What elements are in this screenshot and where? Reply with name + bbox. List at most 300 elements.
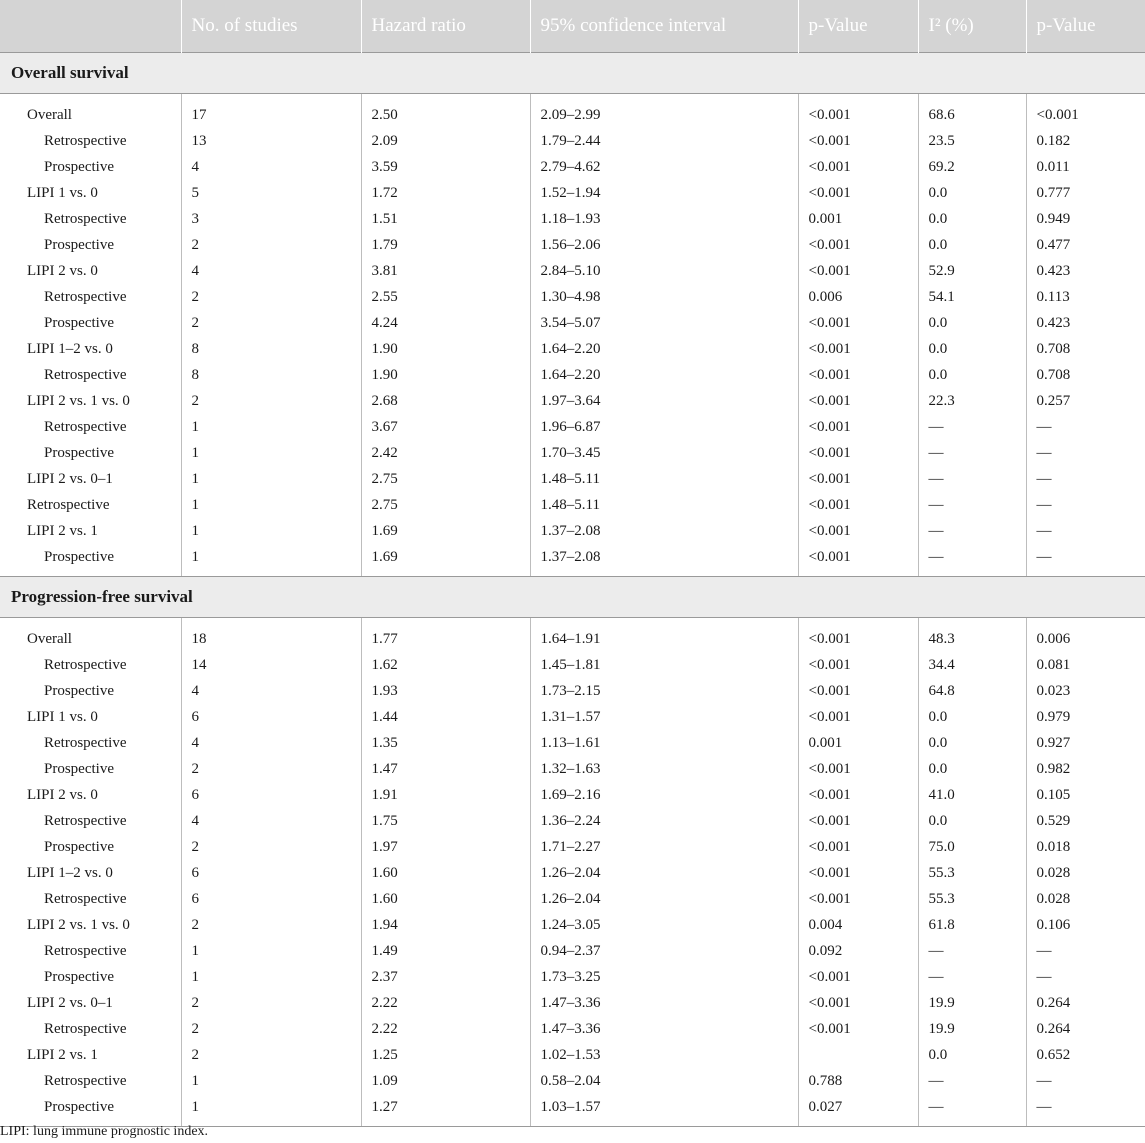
cell-p-value: <0.001: [798, 1016, 918, 1042]
row-label: LIPI 1 vs. 0: [0, 180, 181, 206]
cell-hazard-ratio: 2.22: [361, 990, 530, 1016]
cell-i-squared: 68.6: [918, 102, 1026, 128]
cell-hazard-ratio: 1.90: [361, 336, 530, 362]
cell-confidence-interval: 1.69–2.16: [530, 782, 798, 808]
cell-no-of-studies: 1: [181, 964, 361, 990]
cell-i-squared: —: [918, 440, 1026, 466]
cell-no-of-studies: 1: [181, 1068, 361, 1094]
row-label: Retrospective: [0, 938, 181, 964]
cell-hazard-ratio: 2.42: [361, 440, 530, 466]
row-label: Retrospective: [0, 886, 181, 912]
cell-p-value: <0.001: [798, 860, 918, 886]
row-label: LIPI 2 vs. 0–1: [0, 990, 181, 1016]
cell-confidence-interval: 1.30–4.98: [530, 284, 798, 310]
cell-i-squared: 55.3: [918, 860, 1026, 886]
cell-no-of-studies: 3: [181, 206, 361, 232]
cell-confidence-interval: 1.56–2.06: [530, 232, 798, 258]
header-blank: [0, 0, 181, 53]
row-label: Retrospective: [0, 492, 181, 518]
table-row: [0, 938, 1145, 964]
row-label: Prospective: [0, 834, 181, 860]
spacer-cell: [918, 618, 1026, 627]
spacer-cell: [798, 618, 918, 627]
cell-i-squared: —: [918, 518, 1026, 544]
row-label: Prospective: [0, 310, 181, 336]
cell-heterogeneity-p-value: 0.106: [1036, 916, 1071, 933]
table-row: [0, 414, 1145, 440]
cell-hazard-ratio: 1.97: [361, 834, 530, 860]
cell-confidence-interval: 1.02–1.53: [530, 1042, 798, 1068]
cell-no-of-studies: 2: [181, 1016, 361, 1042]
row-label: Prospective: [0, 154, 181, 180]
cell-i-squared: —: [918, 544, 1026, 570]
cell-i-squared: —: [918, 466, 1026, 492]
cell-no-of-studies: 6: [181, 886, 361, 912]
cell-i-squared: —: [918, 964, 1026, 990]
cell-p-value: <0.001: [798, 310, 918, 336]
cell-confidence-interval: 3.54–5.07: [530, 310, 798, 336]
cell-no-of-studies: 1: [181, 466, 361, 492]
cell-p-value: <0.001: [798, 544, 918, 570]
cell-p-value: <0.001: [798, 964, 918, 990]
cell-confidence-interval: 2.84–5.10: [530, 258, 798, 284]
cell-p-value: 0.001: [798, 206, 918, 232]
cell-heterogeneity-p-value: —: [1036, 968, 1052, 985]
table-row: [0, 782, 1145, 808]
cell-p-value: <0.001: [798, 652, 918, 678]
cell-i-squared: —: [918, 1094, 1026, 1120]
cell-no-of-studies: 4: [181, 258, 361, 284]
cell-no-of-studies: 6: [181, 782, 361, 808]
cell-hazard-ratio: 1.62: [361, 652, 530, 678]
table-row: [0, 626, 1145, 652]
cell-i-squared: 55.3: [918, 886, 1026, 912]
table-row: [0, 388, 1145, 414]
cell-heterogeneity-p-value: 0.105: [1036, 786, 1071, 803]
row-label: Prospective: [0, 964, 181, 990]
cell-hazard-ratio: 2.37: [361, 964, 530, 990]
cell-confidence-interval: 1.48–5.11: [530, 492, 798, 518]
cell-i-squared: 22.3: [918, 388, 1026, 414]
row-label: LIPI 2 vs. 0: [0, 258, 181, 284]
cell-heterogeneity-p-value: 0.529: [1036, 812, 1071, 829]
cell-heterogeneity-p-value: 0.927: [1036, 734, 1071, 751]
cell-no-of-studies: 4: [181, 678, 361, 704]
row-label: Retrospective: [0, 1016, 181, 1042]
cell-no-of-studies: 8: [181, 362, 361, 388]
cell-heterogeneity-p-value: 0.708: [1036, 366, 1071, 383]
cell-hazard-ratio: 1.72: [361, 180, 530, 206]
cell-heterogeneity-p-value: <0.001: [1036, 106, 1079, 123]
section-header-row: [0, 53, 1145, 94]
cell-heterogeneity-p-value: 0.949: [1036, 210, 1071, 227]
cell-confidence-interval: 0.58–2.04: [530, 1068, 798, 1094]
cell-heterogeneity-p-value: —: [1036, 418, 1052, 435]
cell-confidence-interval: 1.24–3.05: [530, 912, 798, 938]
table-footnote: LIPI: lung immune prognostic index.: [0, 1124, 209, 1139]
cell-hazard-ratio: 1.44: [361, 704, 530, 730]
cell-confidence-interval: 1.45–1.81: [530, 652, 798, 678]
table-row: [0, 1068, 1145, 1094]
cell-hazard-ratio: 4.24: [361, 310, 530, 336]
table-row: [0, 678, 1145, 704]
cell-i-squared: 41.0: [918, 782, 1026, 808]
table-row: [0, 284, 1145, 310]
cell-hazard-ratio: 2.55: [361, 284, 530, 310]
cell-confidence-interval: 2.79–4.62: [530, 154, 798, 180]
cell-i-squared: 54.1: [918, 284, 1026, 310]
cell-p-value: 0.027: [798, 1094, 918, 1120]
cell-confidence-interval: 1.47–3.36: [530, 990, 798, 1016]
row-label: Prospective: [0, 232, 181, 258]
cell-hazard-ratio: 1.79: [361, 232, 530, 258]
cell-i-squared: 61.8: [918, 912, 1026, 938]
cell-hazard-ratio: 1.27: [361, 1094, 530, 1120]
row-label: Retrospective: [0, 414, 181, 440]
cell-hazard-ratio: 1.09: [361, 1068, 530, 1094]
cell-confidence-interval: 1.37–2.08: [530, 518, 798, 544]
cell-i-squared: 19.9: [918, 1016, 1026, 1042]
spacer-cell: [0, 618, 181, 627]
cell-confidence-interval: 2.09–2.99: [530, 102, 798, 128]
cell-i-squared: 0.0: [918, 704, 1026, 730]
cell-heterogeneity-p-value: 0.018: [1036, 838, 1071, 855]
cell-confidence-interval: 1.26–2.04: [530, 886, 798, 912]
cell-i-squared: 23.5: [918, 128, 1026, 154]
table-row: [0, 466, 1145, 492]
cell-confidence-interval: 1.13–1.61: [530, 730, 798, 756]
table-row: [0, 834, 1145, 860]
cell-confidence-interval: 1.47–3.36: [530, 1016, 798, 1042]
cell-heterogeneity-p-value: —: [1036, 548, 1052, 565]
cell-p-value: <0.001: [798, 414, 918, 440]
cell-heterogeneity-p-value: 0.113: [1036, 288, 1070, 305]
spacer-cell: [530, 618, 798, 627]
table-row: [0, 518, 1145, 544]
row-label: Overall: [0, 626, 181, 652]
cell-no-of-studies: 4: [181, 808, 361, 834]
cell-confidence-interval: 1.32–1.63: [530, 756, 798, 782]
cell-confidence-interval: 1.31–1.57: [530, 704, 798, 730]
cell-p-value: <0.001: [798, 756, 918, 782]
table-row: [0, 1094, 1145, 1120]
cell-no-of-studies: 4: [181, 730, 361, 756]
row-label: Retrospective: [0, 1068, 181, 1094]
cell-no-of-studies: 2: [181, 912, 361, 938]
cell-hazard-ratio: 1.75: [361, 808, 530, 834]
table-row: [0, 730, 1145, 756]
spacer-cell: [530, 1120, 798, 1127]
table-row: [0, 492, 1145, 518]
table-row: [0, 1016, 1145, 1042]
cell-p-value: <0.001: [798, 518, 918, 544]
table-row: [0, 808, 1145, 834]
row-label: LIPI 1 vs. 0: [0, 704, 181, 730]
table-row: [0, 704, 1145, 730]
cell-hazard-ratio: 1.51: [361, 206, 530, 232]
spacer-cell: [181, 94, 361, 103]
row-label: Overall: [0, 102, 181, 128]
row-label: LIPI 2 vs. 1 vs. 0: [0, 388, 181, 414]
cell-p-value: 0.092: [798, 938, 918, 964]
table-row: [0, 102, 1145, 128]
cell-heterogeneity-p-value: 0.006: [1036, 630, 1071, 647]
cell-no-of-studies: 1: [181, 1094, 361, 1120]
cell-heterogeneity-p-value: 0.264: [1036, 1020, 1071, 1037]
cell-i-squared: —: [918, 1068, 1026, 1094]
cell-hazard-ratio: 2.75: [361, 466, 530, 492]
header-p-value: p-Value: [798, 0, 918, 53]
cell-no-of-studies: 5: [181, 180, 361, 206]
spacer-cell: [798, 1120, 918, 1127]
cell-no-of-studies: 1: [181, 938, 361, 964]
row-label: LIPI 1–2 vs. 0: [0, 336, 181, 362]
cell-p-value: <0.001: [798, 362, 918, 388]
row-label: LIPI 2 vs. 0–1: [0, 466, 181, 492]
cell-no-of-studies: 2: [181, 834, 361, 860]
cell-confidence-interval: 1.64–2.20: [530, 362, 798, 388]
cell-heterogeneity-p-value: —: [1036, 1098, 1052, 1115]
table-row: [0, 886, 1145, 912]
cell-p-value: <0.001: [798, 808, 918, 834]
cell-no-of-studies: 1: [181, 414, 361, 440]
spacer-cell: [0, 94, 181, 103]
cell-no-of-studies: 1: [181, 492, 361, 518]
cell-p-value: <0.001: [798, 678, 918, 704]
cell-hazard-ratio: 1.90: [361, 362, 530, 388]
cell-hazard-ratio: 1.60: [361, 860, 530, 886]
cell-confidence-interval: 1.96–6.87: [530, 414, 798, 440]
row-label: LIPI 2 vs. 1: [0, 1042, 181, 1068]
cell-heterogeneity-p-value: 0.023: [1036, 682, 1071, 699]
cell-i-squared: 0.0: [918, 756, 1026, 782]
cell-confidence-interval: 1.70–3.45: [530, 440, 798, 466]
cell-confidence-interval: 1.79–2.44: [530, 128, 798, 154]
cell-no-of-studies: 2: [181, 232, 361, 258]
cell-heterogeneity-p-value: 0.011: [1036, 158, 1070, 175]
spacer-cell: [361, 618, 530, 627]
table-row: [0, 912, 1145, 938]
row-label: Prospective: [0, 678, 181, 704]
cell-no-of-studies: 2: [181, 388, 361, 414]
cell-i-squared: —: [918, 938, 1026, 964]
cell-confidence-interval: 1.73–3.25: [530, 964, 798, 990]
cell-p-value: <0.001: [798, 834, 918, 860]
cell-heterogeneity-p-value: —: [1036, 1072, 1052, 1089]
row-label: Retrospective: [0, 730, 181, 756]
row-label: Retrospective: [0, 652, 181, 678]
cell-heterogeneity-p-value: 0.264: [1036, 994, 1071, 1011]
row-label: Prospective: [0, 544, 181, 570]
cell-i-squared: 0.0: [918, 206, 1026, 232]
cell-heterogeneity-p-value: 0.028: [1036, 864, 1071, 881]
cell-hazard-ratio: 1.35: [361, 730, 530, 756]
section-title: Progression-free survival: [0, 577, 1145, 618]
cell-no-of-studies: 2: [181, 990, 361, 1016]
row-label: LIPI 1–2 vs. 0: [0, 860, 181, 886]
table-body: [0, 53, 1145, 1127]
cell-confidence-interval: 1.48–5.11: [530, 466, 798, 492]
cell-i-squared: 0.0: [918, 232, 1026, 258]
cell-i-squared: 75.0: [918, 834, 1026, 860]
row-label: Retrospective: [0, 128, 181, 154]
cell-i-squared: 0.0: [918, 808, 1026, 834]
cell-heterogeneity-p-value: 0.708: [1036, 340, 1071, 357]
cell-heterogeneity-p-value: 0.182: [1036, 132, 1071, 149]
cell-i-squared: 48.3: [918, 626, 1026, 652]
cell-hazard-ratio: 2.68: [361, 388, 530, 414]
cell-confidence-interval: 1.37–2.08: [530, 544, 798, 570]
cell-hazard-ratio: 1.60: [361, 886, 530, 912]
table-row: [0, 232, 1145, 258]
cell-no-of-studies: 6: [181, 860, 361, 886]
cell-no-of-studies: 2: [181, 1042, 361, 1068]
row-label: Prospective: [0, 1094, 181, 1120]
spacer-cell: [918, 94, 1026, 103]
section-spacer: [0, 618, 1145, 627]
cell-p-value: 0.004: [798, 912, 918, 938]
cell-heterogeneity-p-value: —: [1036, 470, 1052, 487]
section-spacer: [0, 94, 1145, 103]
cell-heterogeneity-p-value: 0.081: [1036, 656, 1071, 673]
cell-hazard-ratio: 1.94: [361, 912, 530, 938]
cell-heterogeneity-p-value: 0.652: [1036, 1046, 1071, 1063]
cell-no-of-studies: 14: [181, 652, 361, 678]
row-label: Retrospective: [0, 362, 181, 388]
cell-heterogeneity-p-value: 0.982: [1036, 760, 1071, 777]
cell-p-value: <0.001: [798, 154, 918, 180]
cell-heterogeneity-p-value: —: [1036, 496, 1052, 513]
cell-p-value: <0.001: [798, 440, 918, 466]
cell-p-value: <0.001: [798, 388, 918, 414]
cell-no-of-studies: 1: [181, 544, 361, 570]
table-row: [0, 128, 1145, 154]
cell-i-squared: 64.8: [918, 678, 1026, 704]
cell-no-of-studies: 1: [181, 440, 361, 466]
cell-hazard-ratio: 1.77: [361, 626, 530, 652]
cell-p-value: <0.001: [798, 990, 918, 1016]
cell-p-value: <0.001: [798, 232, 918, 258]
cell-hazard-ratio: 3.59: [361, 154, 530, 180]
cell-hazard-ratio: 2.75: [361, 492, 530, 518]
cell-p-value: <0.001: [798, 102, 918, 128]
cell-i-squared: —: [918, 414, 1026, 440]
table-row: [0, 964, 1145, 990]
cell-hazard-ratio: 1.91: [361, 782, 530, 808]
spacer-cell: [361, 94, 530, 103]
cell-confidence-interval: 1.03–1.57: [530, 1094, 798, 1120]
cell-no-of-studies: 17: [181, 102, 361, 128]
cell-p-value: <0.001: [798, 704, 918, 730]
cell-heterogeneity-p-value: 0.423: [1036, 314, 1071, 331]
cell-hazard-ratio: 1.47: [361, 756, 530, 782]
cell-p-value: <0.001: [798, 492, 918, 518]
row-label: LIPI 2 vs. 1 vs. 0: [0, 912, 181, 938]
cell-hazard-ratio: 1.69: [361, 518, 530, 544]
cell-i-squared: 0.0: [918, 1042, 1026, 1068]
header-confidence-interval: 95% confidence interval: [530, 0, 798, 53]
cell-heterogeneity-p-value: —: [1036, 444, 1052, 461]
cell-heterogeneity-p-value: —: [1036, 942, 1052, 959]
row-label: Retrospective: [0, 206, 181, 232]
row-label: LIPI 2 vs. 0: [0, 782, 181, 808]
cell-p-value: 0.006: [798, 284, 918, 310]
table-row: [0, 362, 1145, 388]
cell-i-squared: 0.0: [918, 362, 1026, 388]
cell-confidence-interval: 0.94–2.37: [530, 938, 798, 964]
table-row: [0, 180, 1145, 206]
cell-no-of-studies: 6: [181, 704, 361, 730]
cell-confidence-interval: 1.64–1.91: [530, 626, 798, 652]
table-row: [0, 544, 1145, 570]
table-row: [0, 206, 1145, 232]
table-row: [0, 154, 1145, 180]
table-row: [0, 310, 1145, 336]
cell-hazard-ratio: 1.69: [361, 544, 530, 570]
cell-no-of-studies: 18: [181, 626, 361, 652]
cell-hazard-ratio: 3.67: [361, 414, 530, 440]
cell-confidence-interval: 1.52–1.94: [530, 180, 798, 206]
cell-hazard-ratio: 2.09: [361, 128, 530, 154]
spacer-cell: [918, 1120, 1026, 1127]
header-hazard-ratio: Hazard ratio: [361, 0, 530, 53]
cell-p-value: <0.001: [798, 886, 918, 912]
cell-heterogeneity-p-value: 0.257: [1036, 392, 1071, 409]
table-row: [0, 990, 1145, 1016]
cell-hazard-ratio: 1.49: [361, 938, 530, 964]
cell-no-of-studies: 8: [181, 336, 361, 362]
cell-hazard-ratio: 1.93: [361, 678, 530, 704]
cell-confidence-interval: 1.64–2.20: [530, 336, 798, 362]
cell-p-value: <0.001: [798, 626, 918, 652]
header-heterogeneity-p-value: p-Value: [1026, 0, 1145, 53]
cell-i-squared: 0.0: [918, 180, 1026, 206]
spacer-cell: [361, 1120, 530, 1127]
spacer-cell: [1026, 618, 1145, 627]
cell-heterogeneity-p-value: 0.028: [1036, 890, 1071, 907]
row-label: Prospective: [0, 440, 181, 466]
cell-p-value: <0.001: [798, 782, 918, 808]
cell-i-squared: 52.9: [918, 258, 1026, 284]
cell-heterogeneity-p-value: 0.423: [1036, 262, 1071, 279]
cell-confidence-interval: 1.36–2.24: [530, 808, 798, 834]
row-label: Retrospective: [0, 284, 181, 310]
row-label: Retrospective: [0, 808, 181, 834]
section-header-row: [0, 577, 1145, 618]
cell-confidence-interval: 1.26–2.04: [530, 860, 798, 886]
header-no-of-studies: No. of studies: [181, 0, 361, 53]
cell-i-squared: 0.0: [918, 336, 1026, 362]
cell-i-squared: 69.2: [918, 154, 1026, 180]
row-label: LIPI 2 vs. 1: [0, 518, 181, 544]
cell-hazard-ratio: 3.81: [361, 258, 530, 284]
row-label: Prospective: [0, 756, 181, 782]
cell-hazard-ratio: 1.25: [361, 1042, 530, 1068]
cell-i-squared: 19.9: [918, 990, 1026, 1016]
cell-no-of-studies: 1: [181, 518, 361, 544]
table-row: [0, 1042, 1145, 1068]
cell-heterogeneity-p-value: 0.979: [1036, 708, 1071, 725]
cell-hazard-ratio: 2.50: [361, 102, 530, 128]
cell-confidence-interval: 1.71–2.27: [530, 834, 798, 860]
cell-p-value: <0.001: [798, 128, 918, 154]
table-row: [0, 336, 1145, 362]
cell-heterogeneity-p-value: 0.477: [1036, 236, 1071, 253]
cell-i-squared: 34.4: [918, 652, 1026, 678]
cell-heterogeneity-p-value: 0.777: [1036, 184, 1071, 201]
header-row: [0, 0, 1145, 53]
table-row: [0, 258, 1145, 284]
